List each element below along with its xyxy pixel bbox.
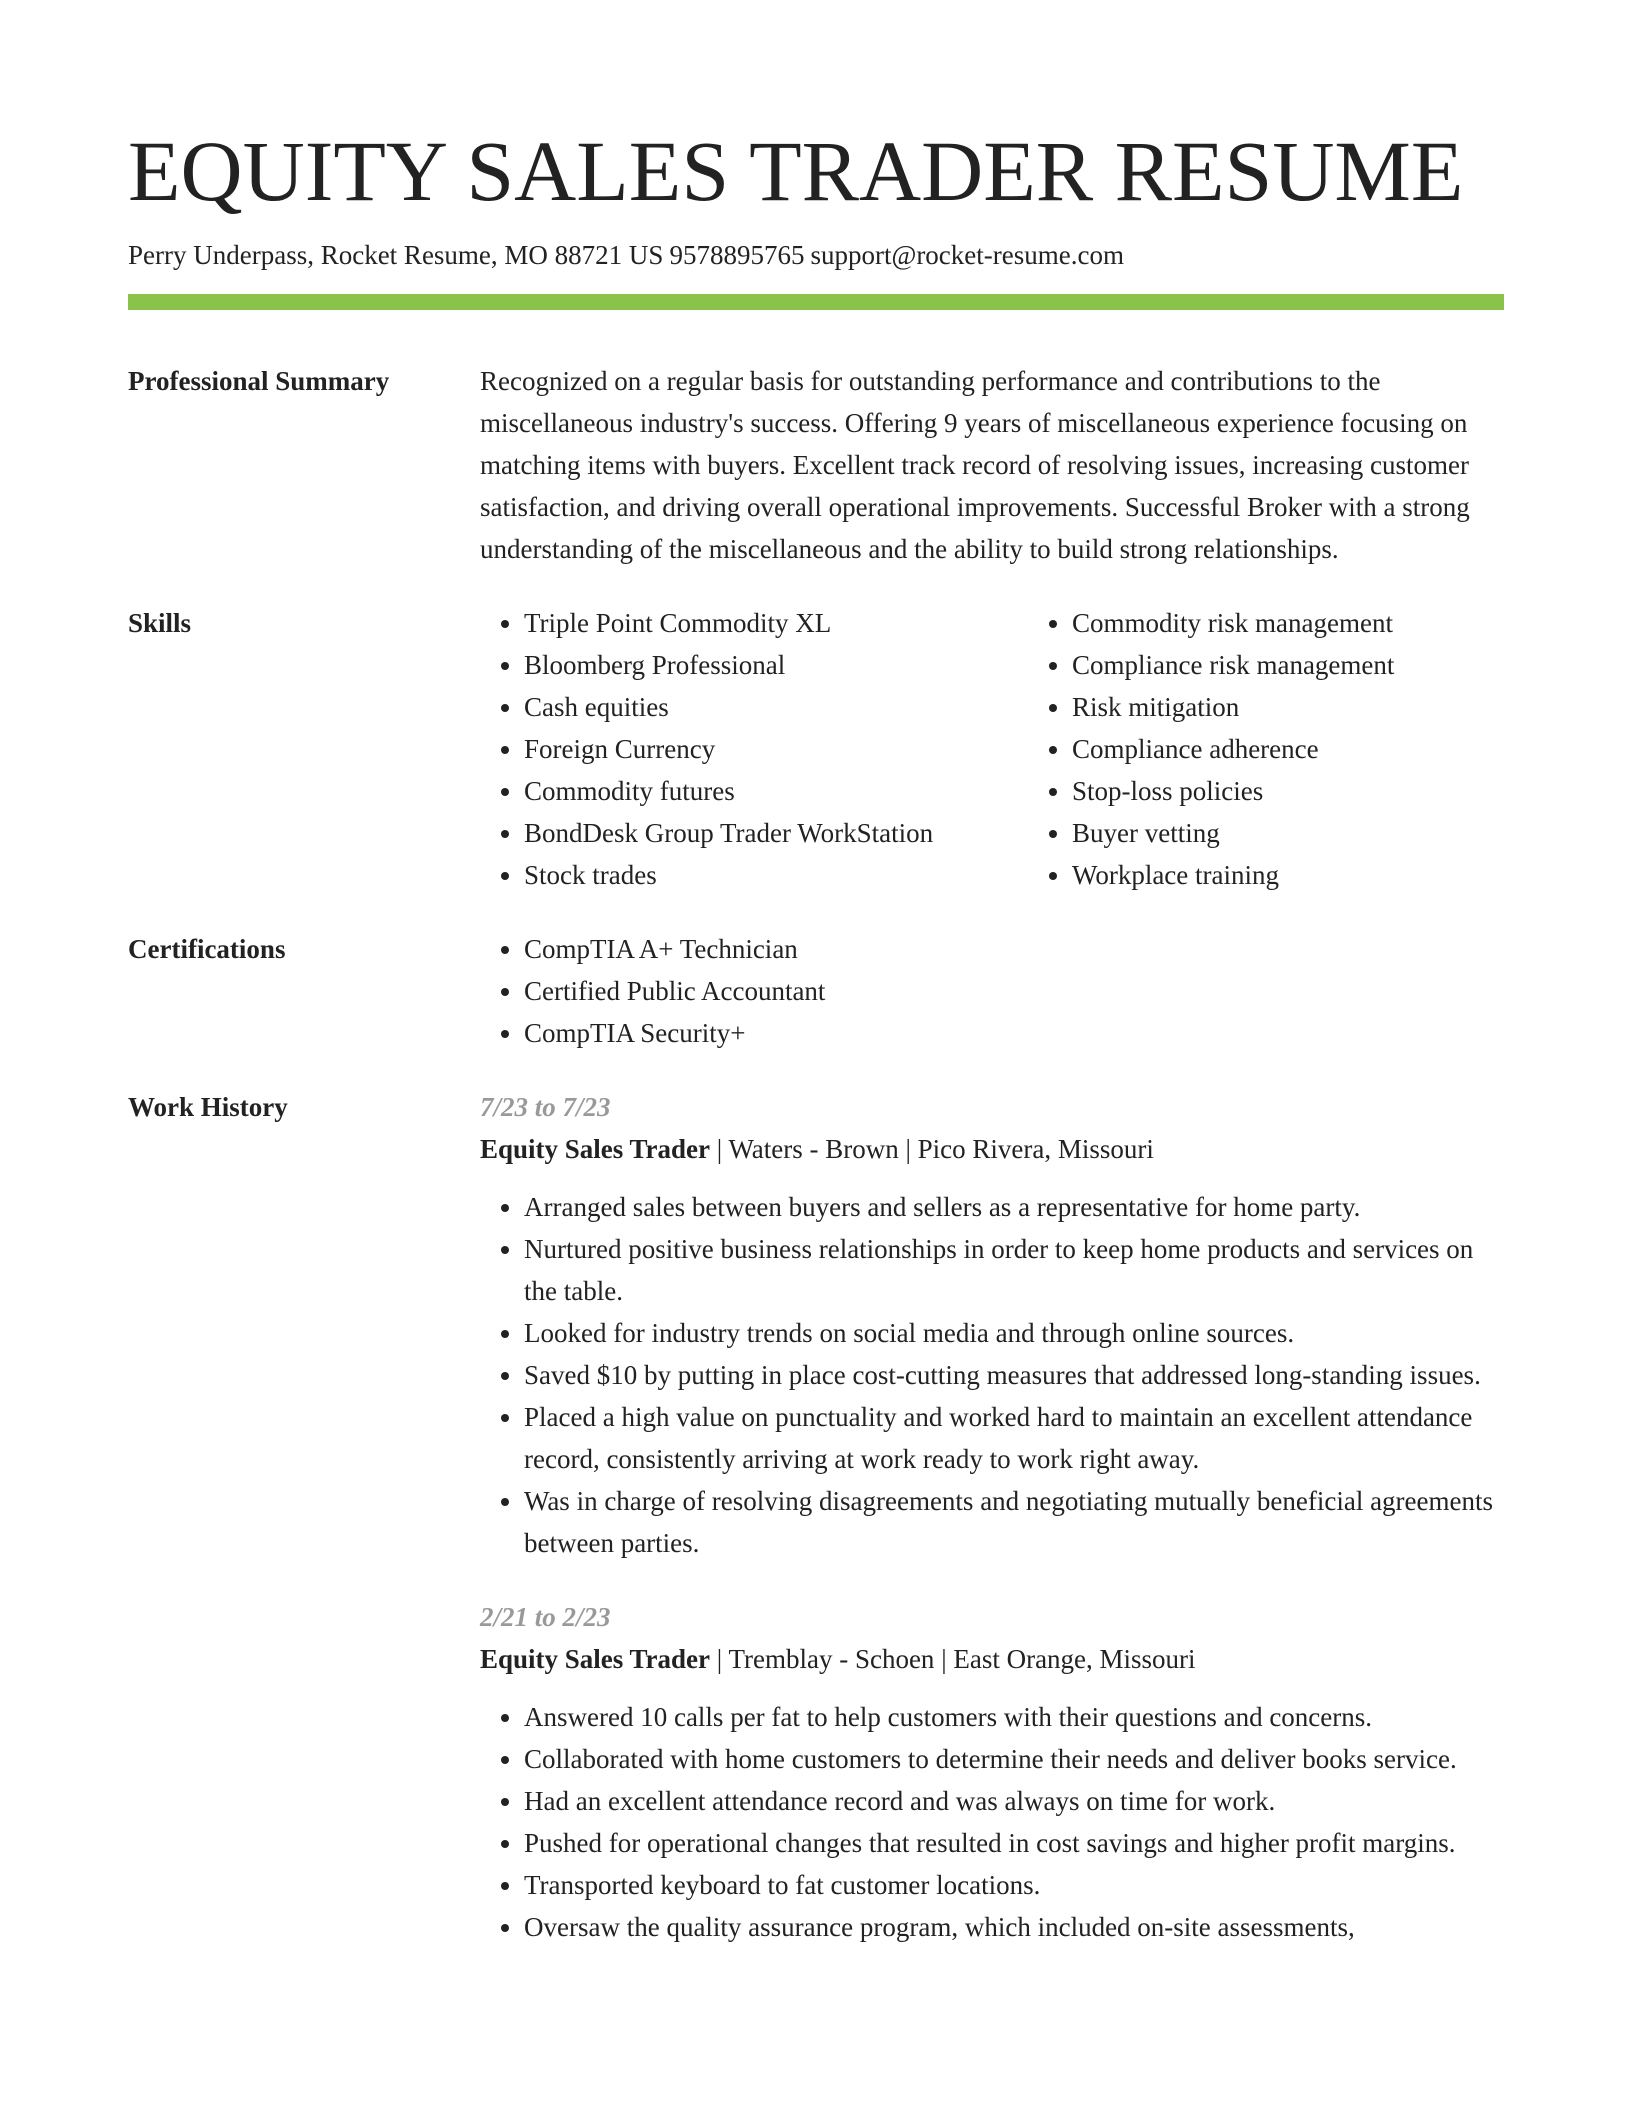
skill-item: • Buyer vetting bbox=[1072, 812, 1592, 854]
job-title: Equity Sales Trader bbox=[480, 1644, 711, 1674]
job-title-line: Equity Sales Trader | Tremblay - Schoen | East Orange, Missouri bbox=[480, 1644, 1196, 1674]
skill-item: • Compliance risk management bbox=[1072, 644, 1592, 686]
job-dates: 2/21 to 2/23 bbox=[480, 1602, 611, 1632]
contact-address: Perry Underpass, Rocket Resume, MO 88721 US bbox=[128, 240, 664, 270]
job-bullet: • Pushed for operational changes that resulted in cost savings and higher profit margins. bbox=[524, 1822, 1504, 1864]
skills-columns bbox=[480, 602, 1592, 896]
skills-column-2 bbox=[1028, 602, 1592, 896]
job-bullet: • Arranged sales between buyers and sellers as a representative for home party. bbox=[524, 1186, 1504, 1228]
summary-section bbox=[128, 360, 1504, 570]
job-bullet: • Was in charge of resolving disagreements and negotiating mutually beneficial agreements between parties. bbox=[524, 1480, 1504, 1564]
skills-column-1 bbox=[480, 602, 1028, 896]
work-history-section bbox=[128, 1086, 1504, 1980]
accent-divider bbox=[128, 294, 1504, 310]
skill-item: • Commodity futures bbox=[524, 770, 1028, 812]
contact-phone: 9578895765 bbox=[669, 240, 805, 270]
skill-item: • Risk mitigation bbox=[1072, 686, 1592, 728]
job-bullets bbox=[480, 1186, 1504, 1564]
job-bullets bbox=[480, 1696, 1504, 1948]
summary-text: Recognized on a regular basis for outstanding performance and contributions to the miscellaneous industry's success. Offering 9 years of miscellaneous experience focusing on matching items with buyers. Excellent track record of resolving issues, increasing customer satisfaction, and driving overall operational improvements. Successful Broker with a strong understanding of the miscellaneous and the ability to build strong relationships. bbox=[480, 366, 1470, 564]
job-entry bbox=[480, 1596, 1504, 1948]
work-history-label: Work History bbox=[128, 1092, 288, 1122]
certifications-list bbox=[480, 928, 1504, 1054]
job-bullet: • Transported keyboard to fat customer locations. bbox=[524, 1864, 1504, 1906]
job-dates: 7/23 to 7/23 bbox=[480, 1092, 611, 1122]
certification-item: • CompTIA Security+ bbox=[524, 1012, 1504, 1054]
skill-item: • Stock trades bbox=[524, 854, 1028, 896]
resume-page bbox=[128, 0, 1504, 1980]
work-history-body bbox=[480, 1086, 1504, 1980]
skill-item: • Workplace training bbox=[1072, 854, 1592, 896]
skill-item: • Commodity risk management bbox=[1072, 602, 1592, 644]
contact-email: support@rocket-resume.com bbox=[810, 240, 1124, 270]
job-company: Tremblay - Schoen bbox=[728, 1644, 935, 1674]
certification-item: • CompTIA A+ Technician bbox=[524, 928, 1504, 970]
job-location: East Orange, Missouri bbox=[953, 1644, 1196, 1674]
skill-item: • Bloomberg Professional bbox=[524, 644, 1028, 686]
skill-item: • BondDesk Group Trader WorkStation bbox=[524, 812, 1028, 854]
job-bullet: • Placed a high value on punctuality and worked hard to maintain an excellent attendance record, consistently arriving at work ready to work right away. bbox=[524, 1396, 1504, 1480]
resume-title: EQUITY SALES TRADER RESUME bbox=[128, 123, 1464, 219]
certifications-body bbox=[480, 928, 1504, 1054]
skill-item: • Stop-loss policies bbox=[1072, 770, 1592, 812]
job-location: Pico Rivera, Missouri bbox=[917, 1134, 1154, 1164]
certification-item: • Certified Public Accountant bbox=[524, 970, 1504, 1012]
skills-section bbox=[128, 602, 1504, 896]
job-bullet: • Saved $10 by putting in place cost-cutting measures that addressed long-standing issues. bbox=[524, 1354, 1504, 1396]
job-bullet: • Collaborated with home customers to determine their needs and deliver books service. bbox=[524, 1738, 1504, 1780]
job-company: Waters - Brown bbox=[728, 1134, 899, 1164]
contact-line bbox=[128, 238, 1504, 272]
skills-label: Skills bbox=[128, 608, 192, 638]
job-entry bbox=[480, 1086, 1504, 1564]
job-title: Equity Sales Trader bbox=[480, 1134, 711, 1164]
job-bullet: • Had an excellent attendance record and was always on time for work. bbox=[524, 1780, 1504, 1822]
job-bullet: • Looked for industry trends on social media and through online sources. bbox=[524, 1312, 1504, 1354]
job-bullet: • Answered 10 calls per fat to help customers with their questions and concerns. bbox=[524, 1696, 1504, 1738]
skill-item: • Cash equities bbox=[524, 686, 1028, 728]
certifications-section bbox=[128, 928, 1504, 1054]
job-title-line: Equity Sales Trader | Waters - Brown | Pico Rivera, Missouri bbox=[480, 1134, 1154, 1164]
certifications-label: Certifications bbox=[128, 934, 286, 964]
skill-item: • Compliance adherence bbox=[1072, 728, 1592, 770]
job-bullet: • Oversaw the quality assurance program, which included on-site assessments, bbox=[524, 1906, 1504, 1948]
skill-item: • Foreign Currency bbox=[524, 728, 1028, 770]
summary-label: Professional Summary bbox=[128, 366, 390, 396]
skill-item: • Triple Point Commodity XL bbox=[524, 602, 1028, 644]
job-bullet: • Nurtured positive business relationships in order to keep home products and services on the table. bbox=[524, 1228, 1504, 1312]
